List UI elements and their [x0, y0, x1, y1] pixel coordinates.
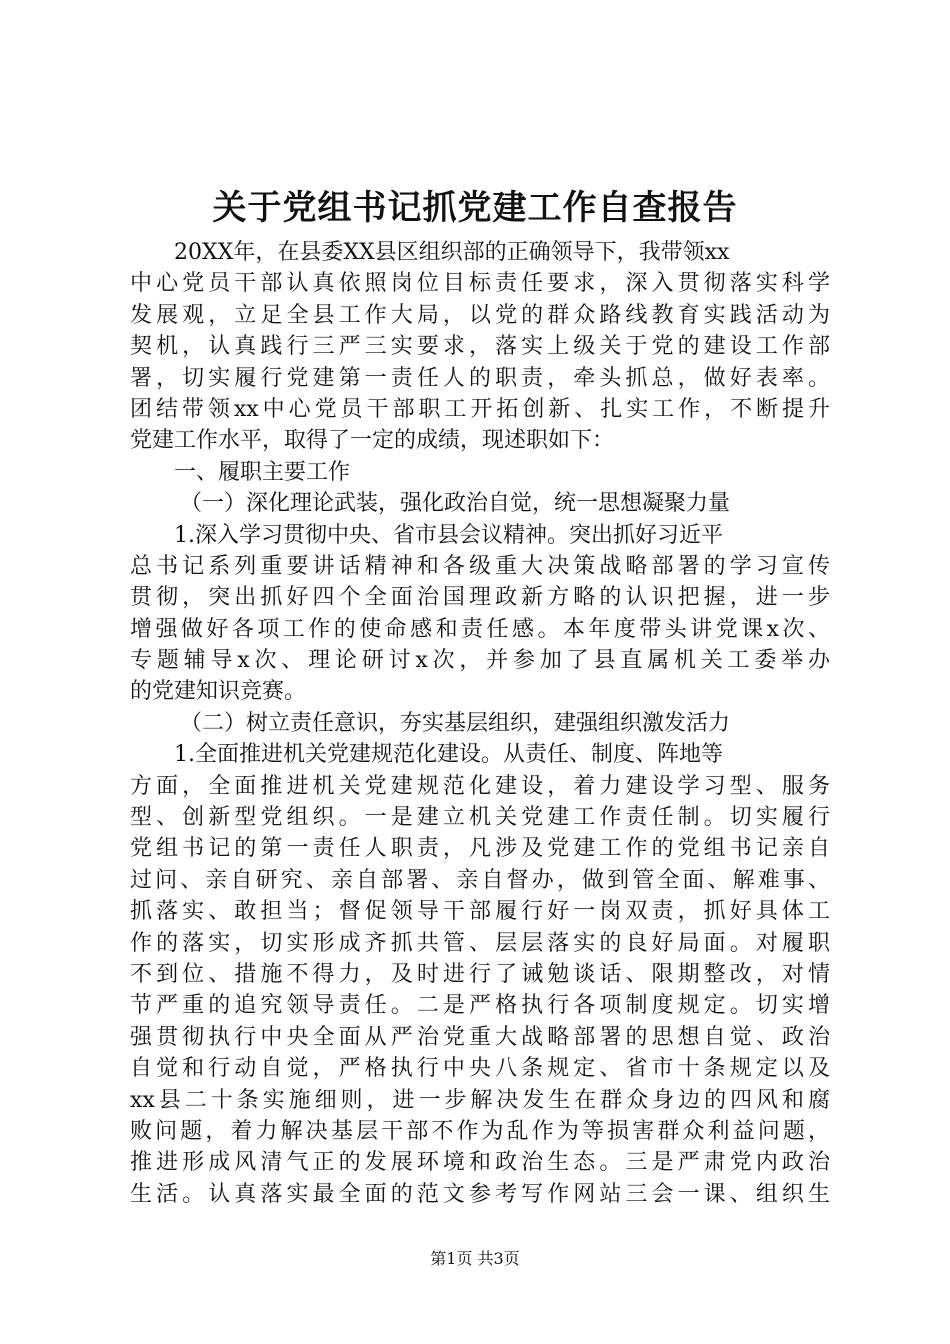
- text-line: 契机，认真践行三严三实要求，落实上级关于党的建设工作部: [130, 334, 830, 360]
- section-heading: 一、履职主要工作: [174, 459, 351, 485]
- text-line: 署，切实履行党建第一责任人的职责，牵头抓总，做好表率。: [130, 365, 830, 391]
- text-line: 团结带领xx中心党员干部职工开拓创新、扎实工作，不断提升: [130, 396, 830, 422]
- text-line: 的党建知识竞赛。: [130, 679, 307, 705]
- text-line: 党建工作水平，取得了一定的成绩，现述职如下：: [130, 428, 615, 454]
- text-line: 专题辅导x次、理论研讨x次，并参加了县直属机关工委举办: [130, 648, 830, 674]
- text-line: 生活。认真落实最全面的范文参考写作网站三会一课、组织生: [130, 1181, 830, 1207]
- text-line: 1.全面推进机关党建规范化建设。从责任、制度、阵地等: [174, 742, 723, 768]
- text-line: 抓落实、敢担当；督促领导干部履行好一岗双责，抓好具体工: [130, 899, 830, 925]
- text-line: 强贯彻执行中央全面从严治党重大战略部署的思想自觉、政治: [130, 1024, 830, 1050]
- text-line: 型、创新型党组织。一是建立机关党建工作责任制。切实履行: [130, 805, 830, 831]
- document-title: 关于党组书记抓党建工作自查报告: [212, 188, 738, 228]
- subsection-heading: （二）树立责任意识，夯实基层组织，建强组织激发活力: [180, 710, 731, 736]
- text-line: 推进形成风清气正的发展环境和政治生态。三是严肃党内政治: [130, 1150, 830, 1176]
- text-line: 20XX年，在县委XX县区组织部的正确领导下，我带领xx: [174, 240, 730, 265]
- text-line: 总书记系列重要讲话精神和各级重大决策战略部署的学习宣传: [130, 553, 830, 579]
- document-body: [130, 237, 830, 1210]
- text-line: 自觉和行动自觉，严格执行中央八条规定、省市十条规定以及: [130, 1056, 830, 1082]
- text-line: xx县二十条实施细则，进一步解决发生在群众身边的四风和腐: [130, 1087, 830, 1113]
- page-footer: 第1页 共3页: [430, 1249, 520, 1268]
- text-line: 败问题，着力解决基层干部不作为乱作为等损害群众利益问题，: [130, 1118, 830, 1144]
- text-line: 1.深入学习贯彻中央、省市县会议精神。突出抓好习近平: [174, 522, 723, 548]
- text-line: 中心党员干部认真依照岗位目标责任要求，深入贯彻落实科学: [130, 271, 830, 297]
- text-line: 党组书记的第一责任人职责，凡涉及党建工作的党组书记亲自: [130, 836, 830, 862]
- text-line: 过问、亲自研究、亲自部署、亲自督办，做到管全面、解难事、: [130, 867, 830, 893]
- text-line: 发展观，立足全县工作大局，以党的群众路线教育实践活动为: [130, 302, 830, 328]
- text-line: 增强做好各项工作的使命感和责任感。本年度带头讲党课x次、: [130, 616, 830, 642]
- subsection-heading: （一）深化理论武装，强化政治自觉，统一思想凝聚力量: [180, 491, 731, 517]
- text-line: 贯彻，突出抓好四个全面治国理政新方略的认识把握，进一步: [130, 585, 830, 611]
- text-line: 不到位、措施不得力，及时进行了诫勉谈话、限期整改，对情: [130, 961, 830, 987]
- text-line: 作的落实，切实形成齐抓共管、层层落实的良好局面。对履职: [130, 930, 830, 956]
- text-line: 方面，全面推进机关党建规范化建设，着力建设学习型、服务: [130, 773, 830, 799]
- text-line: 节严重的追究领导责任。二是严格执行各项制度规定。切实增: [130, 993, 830, 1019]
